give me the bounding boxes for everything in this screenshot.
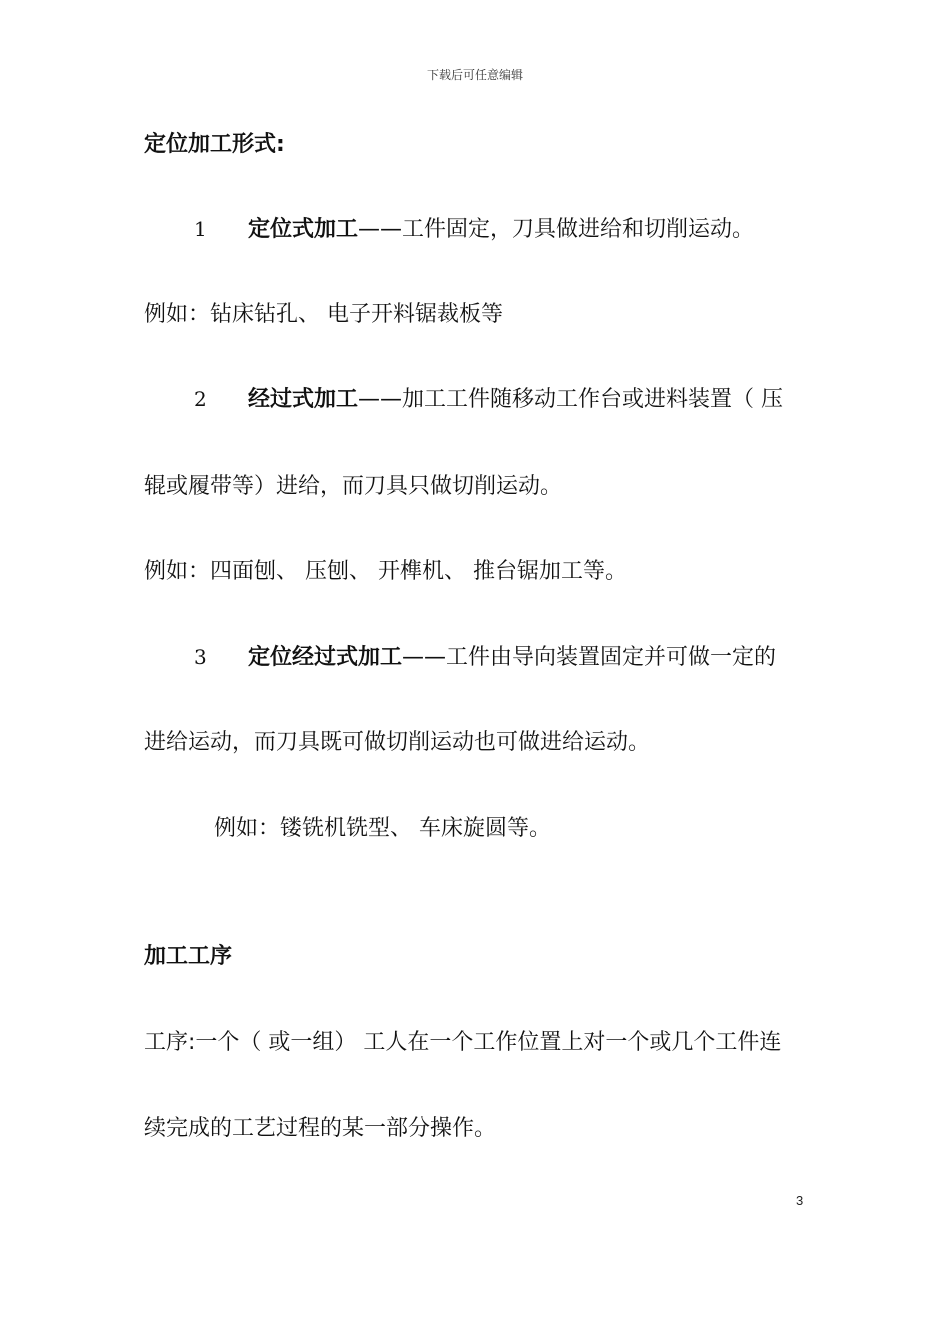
list-item-number: 1 [194,217,207,241]
example-line-3: 例如：镂铣机铣型、 车床旋圆等。 [214,816,551,841]
list-item-3-continuation: 进给运动，而刀具既可做切削运动也可做进给运动。 [144,730,651,755]
list-item-description: ——加工工件随移动工作台或进料装置（ 压 [358,387,784,412]
list-item-3 [144,642,824,673]
list-item-2 [144,384,824,415]
example-line-1: 例如：钻床钻孔、 电子开料锯裁板等 [144,302,503,327]
list-item-description: ——工件固定，刀具做进给和切削运动。 [358,217,755,242]
definition-line-2: 续完成的工艺过程的某一部分操作。 [144,1116,497,1141]
list-item-term: 定位式加工 [248,217,359,242]
definition-line-1: 工序:一个（ 或一组） 工人在一个工作位置上对一个或几个工件连 [144,1030,782,1055]
list-item-term: 定位经过式加工 [248,645,403,670]
section-title-process: 加工工序 [144,944,233,969]
page-number: 3 [796,1193,804,1208]
list-item-1 [144,214,824,245]
list-item-2-continuation: 辊或履带等）进给，而刀具只做切削运动。 [144,474,563,499]
page-header: 下载后可任意编辑 [426,68,523,82]
section-title-positioning-forms: 定位加工形式: [144,132,285,157]
list-item-number: 2 [194,387,207,411]
list-item-term: 经过式加工 [248,387,359,412]
example-line-2: 例如：四面刨、 压刨、 开榫机、 推台锯加工等。 [144,559,627,584]
list-item-number: 3 [194,645,207,669]
list-item-description: ——工件由导向装置固定并可做一定的 [402,645,777,670]
